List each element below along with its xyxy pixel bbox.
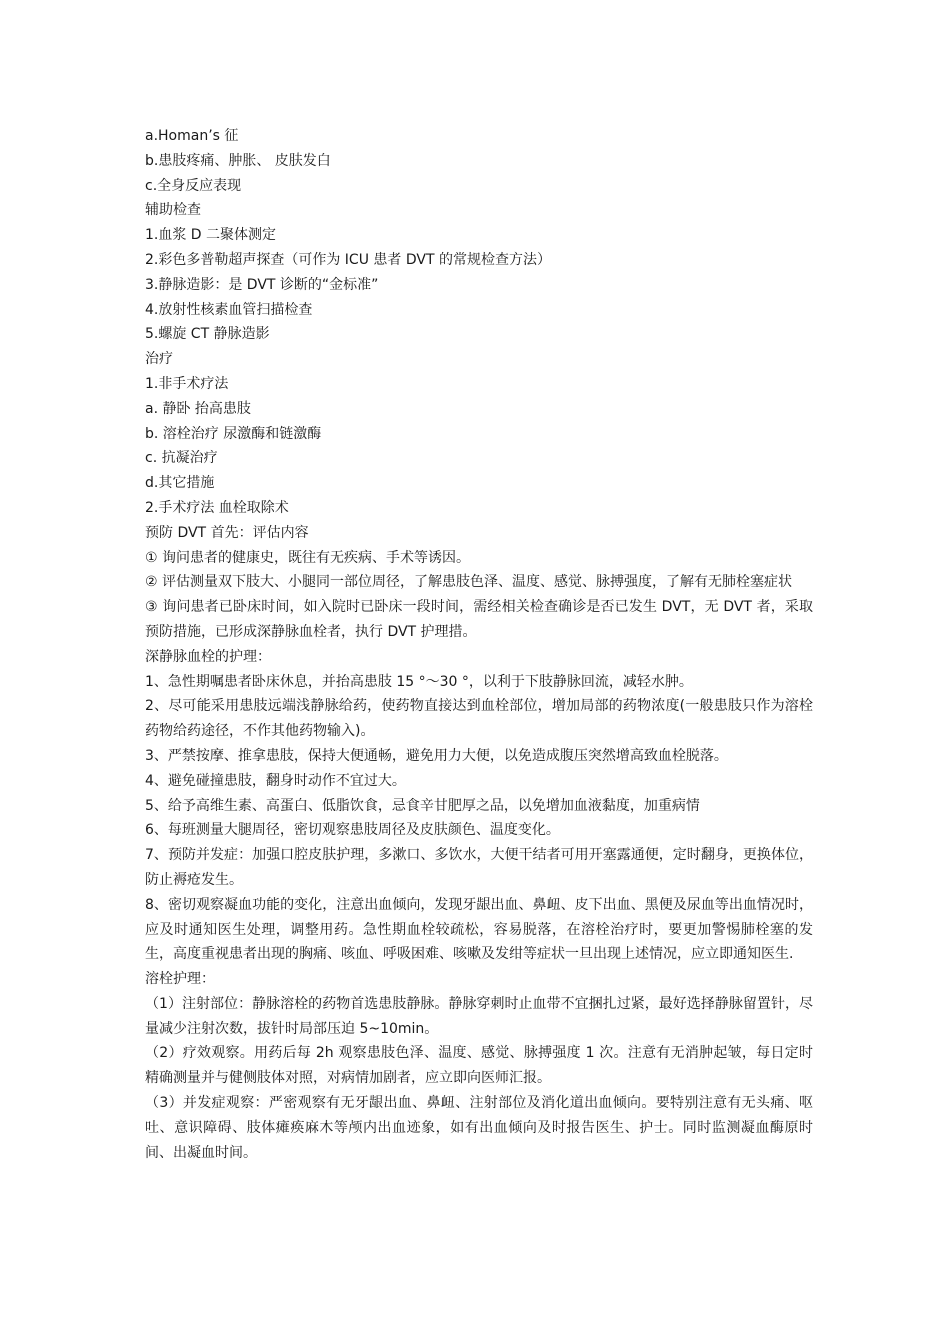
treatment-sub-d: d.其它措施 bbox=[145, 475, 215, 492]
heading-auxiliary-exam: 辅助检查 bbox=[145, 202, 201, 219]
symptom-b: b.患肢疼痛、肿胀、 皮肤发白 bbox=[145, 152, 331, 169]
treatment-item-2: 2.手术疗法 血栓取除术 bbox=[145, 499, 289, 516]
nursing-item-5: 5、给予高维生素、高蛋白、低脂饮食，忌食辛甘肥厚之品，以免增加血液黏度，加重病情 bbox=[145, 797, 700, 814]
heading-prevention: 预防 DVT 首先：评估内容 bbox=[145, 524, 309, 541]
treatment-item-1: 1.非手术疗法 bbox=[145, 375, 229, 392]
nursing-item-8: 8、密切观察凝血功能的变化，注意出血倾向，发现牙龈出血、鼻衄、皮下出血、黑便及尿血等出血情况时，应及时通知医生处理，调整用药。急性期血栓较疏松，容易脱落，在溶栓治疗时，要更加警惕肺栓塞的发生，高度重视患者出现的胸痛、咳血、呼吸困难、咳嗽及发绀等症状一旦出现上述情况，应立即通知医生. bbox=[145, 896, 813, 963]
prevention-item-2: ② 评估测量双下肢大、小腿同一部位周径，了解患肢色泽、温度、感觉、脉搏强度，了解有无肺栓塞症状 bbox=[145, 574, 792, 591]
treatment-sub-a: a. 静卧 抬高患肢 bbox=[145, 400, 251, 417]
thrombolysis-item-1: （1）注射部位：静脉溶栓的药物首选患肢静脉。静脉穿刺时止血带不宜捆扎过紧，最好选择静脉留置针，尽量减少注射次数，拔针时局部压迫 5~10min。 bbox=[145, 995, 813, 1037]
treatment-sub-b: b. 溶栓治疗 尿激酶和链激酶 bbox=[145, 425, 322, 442]
exam-item-1: 1.血浆 D 二聚体测定 bbox=[145, 227, 277, 244]
heading-dvt-nursing: 深静脉血栓的护理： bbox=[145, 648, 271, 665]
nursing-item-4: 4、避免碰撞患肢，翻身时动作不宜过大。 bbox=[145, 772, 406, 789]
nursing-item-3: 3、严禁按摩、推拿患肢，保持大便通畅，避免用力大便，以免造成腹压突然增高致血栓脱落。 bbox=[145, 747, 728, 764]
nursing-item-2: 2、尽可能采用患肢远端浅静脉给药，使药物直接达到血栓部位，增加局部的药物浓度(一般患肢只作为溶栓药物给药途径，不作其他药物输入)。 bbox=[145, 698, 813, 740]
heading-thrombolysis-nursing: 溶栓护理： bbox=[145, 971, 215, 988]
thrombolysis-item-3: （3）并发症观察：严密观察有无牙龈出血、鼻衄、注射部位及消化道出血倾向。要特别注意有无头痛、呕吐、意识障碍、肢体瘫痪麻木等颅内出血迹象，如有出血倾向及时报告医生、护士。同时监测凝血酶原时间、出凝血时间。 bbox=[145, 1095, 813, 1161]
nursing-item-7: 7、预防并发症：加强口腔皮肤护理，多漱口、多饮水，大便干结者可用开塞露通便，定时翻身，更换体位，防止褥疮发生。 bbox=[145, 847, 813, 888]
document-body bbox=[145, 124, 813, 1165]
prevention-item-1: ① 询问患者的健康史，既往有无疾病、手术等诱因。 bbox=[145, 549, 470, 566]
symptom-c: c.全身反应表现 bbox=[145, 177, 242, 194]
exam-item-3: 3.静脉造影：是 DVT 诊断的“金标准” bbox=[145, 276, 379, 293]
thrombolysis-item-2: （2）疗效观察。用药后每 2h 观察患肢色泽、温度、感觉、脉搏强度 1 次。注意有无消肿起皱，每日定时精确测量并与健侧肢体对照，对病情加剧者，应立即向医师汇报。 bbox=[145, 1045, 813, 1087]
exam-item-5: 5.螺旋 CT 静脉造影 bbox=[145, 326, 270, 343]
exam-item-2: 2.彩色多普勒超声探查（可作为 ICU 患者 DVT 的常规检查方法） bbox=[145, 251, 551, 268]
nursing-item-1: 1、急性期嘱患者卧床休息，并抬高患肢 15 °～30 °，以利于下肢静脉回流，减轻水肿。 bbox=[145, 673, 693, 690]
nursing-item-6: 6、每班测量大腿周径，密切观察患肢周径及皮肤颜色、温度变化。 bbox=[145, 822, 560, 839]
heading-treatment: 治疗 bbox=[145, 351, 173, 368]
exam-item-4: 4.放射性核素血管扫描检查 bbox=[145, 301, 313, 318]
prevention-item-3: ③ 询问患者已卧床时间，如入院时已卧床一段时间，需经相关检查确诊是否已发生 DVT，无 DVT 者，采取预防措施，已形成深静脉血栓者，执行 DVT 护理措。 bbox=[145, 599, 813, 640]
symptom-a: a.Homan’s 征 bbox=[145, 128, 239, 144]
treatment-sub-c: c. 抗凝治疗 bbox=[145, 450, 218, 467]
